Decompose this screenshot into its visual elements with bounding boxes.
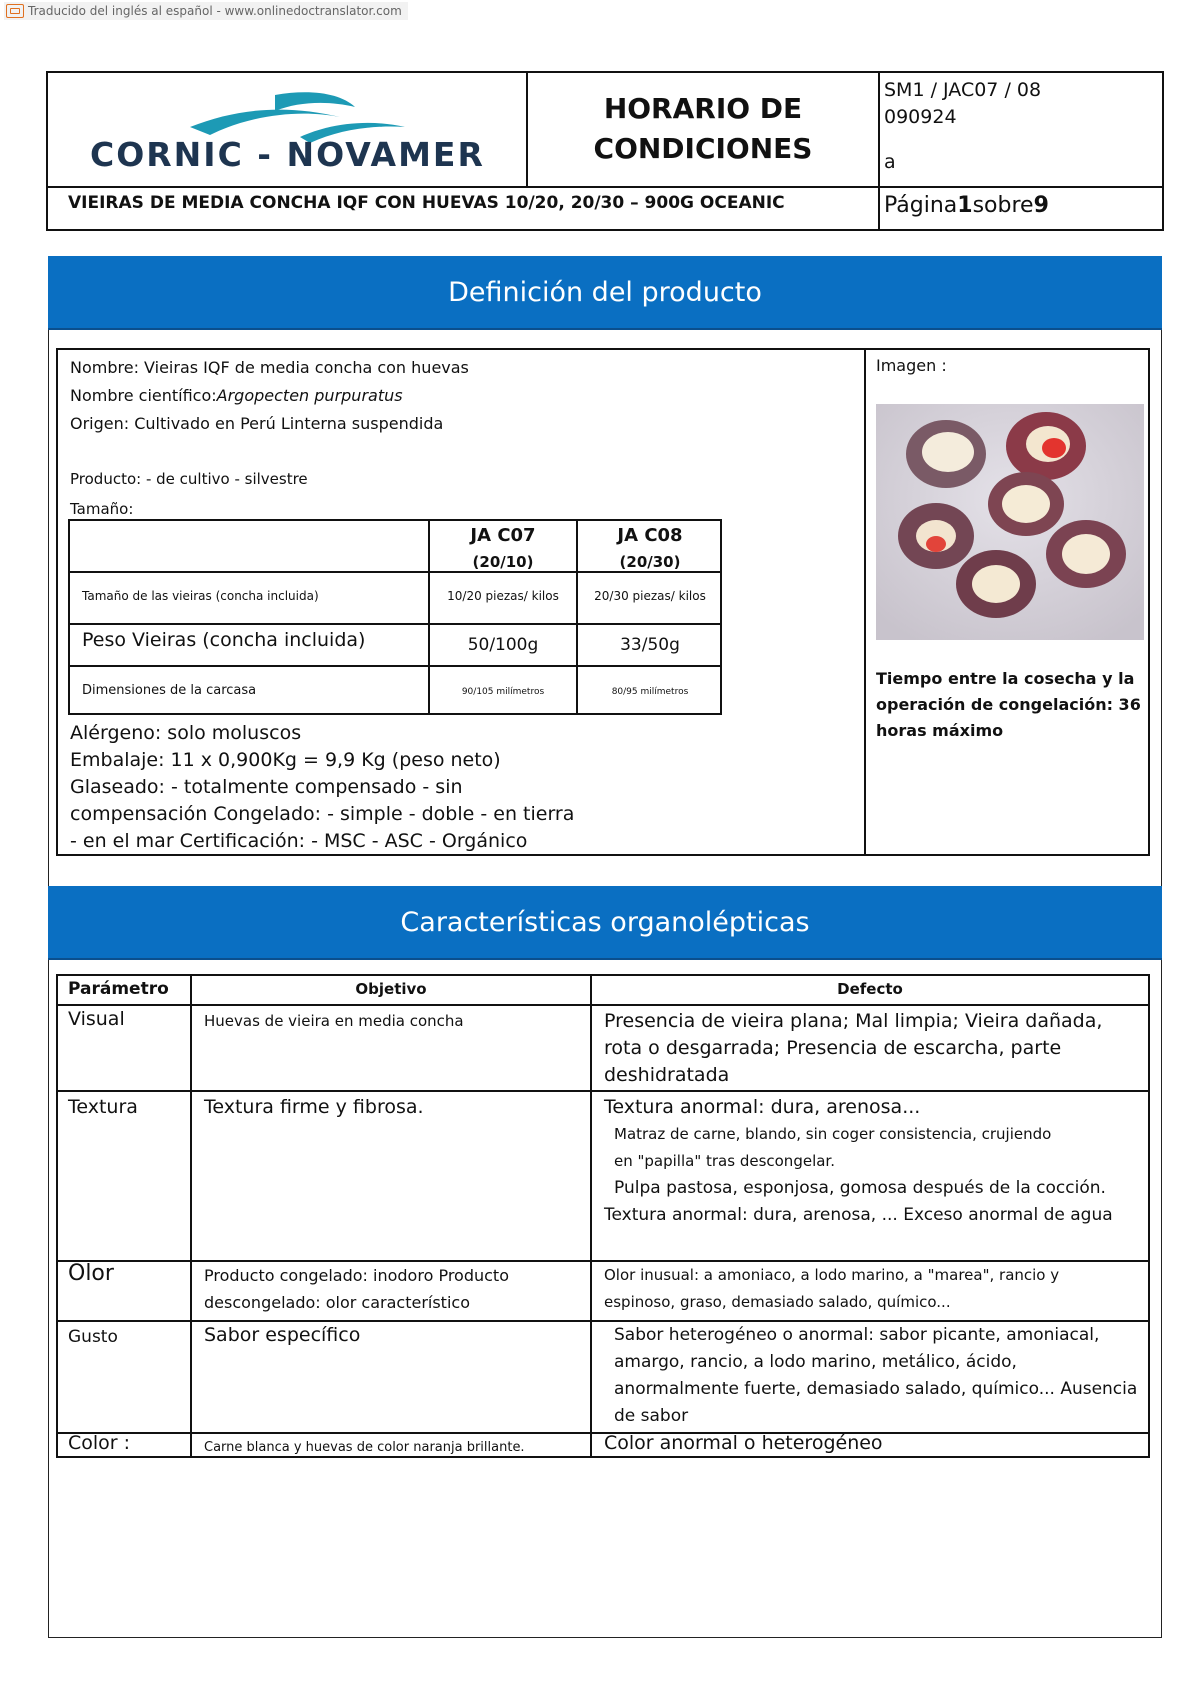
param-gusto: Gusto [68,1327,118,1347]
objective-olor: Producto congelado: inodoro Producto descongelado: olor característico [204,1266,509,1312]
defect-textura: Textura anormal: dura, arenosa... Matraz de carne, blando, sin coger consistencia, crujiendo en "papilla" tras descongelar. Pulpa pastosa, esponjosa, gomosa después de la cocción. Textura anormal: dura, arenosa, ... Exceso anormal de agua [604,1096,1113,1225]
glazing-line-1: Glaseado: - totalmente compensado - sin [70,776,463,798]
param-visual: Visual [68,1008,125,1030]
table-cell: 20/30 piezas/ kilos [594,589,706,603]
defect-color: Color anormal o heterogéneo [604,1432,883,1454]
col-jac08-header: JA C08 (20/30) [617,525,683,571]
company-logo [90,83,490,183]
param-olor: Olor [68,1261,114,1286]
objective-visual: Huevas de vieira en media concha [204,1012,464,1030]
param-color: Color : [68,1432,131,1454]
col-objective-header: Objetivo [355,980,427,998]
table-cell: 50/100g [467,635,539,655]
definition-heading: Definición del producto [48,256,1162,330]
document-title: HORARIO DE CONDICIONES [593,92,813,165]
translate-icon [6,4,24,18]
glazing-line-3: - en el mar Certificación: - MSC - ASC - Orgánico [70,830,528,852]
logo-wordmark: CORNIC - NOVAMER [90,135,485,174]
allergen: Alérgeno: solo moluscos [70,722,302,744]
table-cell: 10/20 piezas/ kilos [447,589,559,603]
objective-gusto: Sabor específico [204,1324,361,1346]
size-label: Tamaño: [70,500,134,518]
defect-olor: Olor inusual: a amoniaco, a lodo marino, a "marea", rancio y espinoso, graso, demasiado salado, químico... [604,1266,1060,1311]
packaging: Embalaje: 11 x 0,900Kg = 9,9 Kg (peso neto) [70,749,501,771]
translation-banner-text: Traducido del inglés al español - www.onlinedoctranslator.com [28,4,402,18]
glazing-line-2: compensación Congelado: - simple - doble - en tierra [70,803,575,825]
defect-visual: Presencia de vieira plana; Mal limpia; Vieira dañada, rota o desgarrada; Presencia de escarcha, parte deshidratada [604,1010,1103,1086]
origin: Origen: Cultivado en Perú Linterna suspendida [70,414,444,433]
product-subtitle: VIEIRAS DE MEDIA CONCHA IQF CON HUEVAS 10/20, 20/30 – 900G OCEANIC [68,193,785,213]
page-indicator: Página1sobre9 [884,193,1049,218]
col-jac07-header: JA C07 (20/10) [470,525,536,571]
organoleptic-table [56,974,1150,1458]
table-cell: 80/95 milímetros [611,687,689,697]
col-param-header: Parámetro [68,979,169,999]
product-name: Nombre: Vieiras IQF de media concha con huevas [70,358,469,377]
document-code: SM1 / JAC07 / 08 090924 a [884,79,1042,173]
scallops-photo [876,404,1144,640]
table-row-label: Dimensiones de la carcasa [82,683,257,698]
objective-color: Carne blanca y huevas de color naranja brillante. [204,1440,525,1455]
image-label: Imagen : [876,356,947,375]
objective-textura: Textura firme y fibrosa. [204,1096,424,1118]
scientific-name: Nombre científico:Argopecten purpuratus [70,386,403,405]
table-row-label: Peso Vieiras (concha incluida) [82,629,366,651]
defect-gusto: Sabor heterogéneo o anormal: sabor picante, amoniacal, amargo, rancio, a lodo marino, metálico, ácido, anormalmente fuerte, demasiado salado, químico... Ausencia de sabor [614,1325,1138,1426]
table-row-label: Tamaño de las vieiras (concha incluida) [82,589,319,603]
table-cell: 33/50g [620,635,680,655]
size-table [68,519,722,715]
param-textura: Textura [68,1096,138,1118]
translation-banner[interactable] [4,2,408,20]
document-header [46,71,1164,231]
product-type: Producto: - de cultivo - silvestre [70,470,308,488]
table-cell: 90/105 milímetros [461,687,545,697]
col-defect-header: Defecto [837,980,903,998]
organoleptic-heading: Características organolépticas [48,886,1162,960]
harvest-freeze-time: Tiempo entre la cosecha y la operación de congelación: 36 horas máximo [876,669,1141,740]
